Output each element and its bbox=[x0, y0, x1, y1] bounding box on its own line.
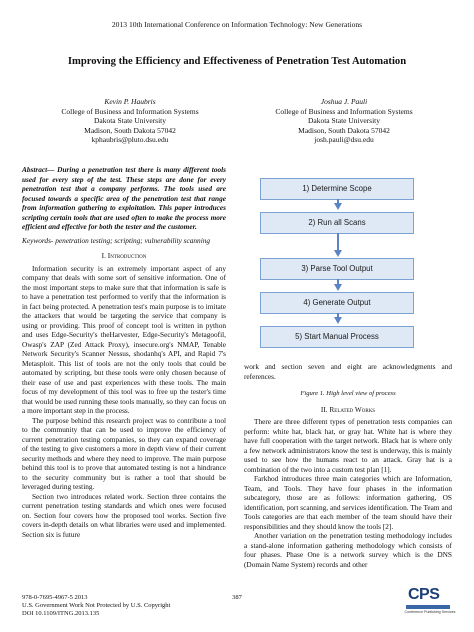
conference-header: 2013 10th International Conference on Information Technology: New Generations bbox=[111, 20, 363, 29]
page-number: 387 bbox=[232, 594, 242, 601]
abstract-text: During a penetration test there is many different tools used for every step of the test. These steps are done for every penetration test that a company performs. The tools used are focused towards a specific area of the penetration test that range from information gathering to exploitation. This paper introduces scripting certain tools that are used often to make the process more efficient and effective for both the tester and the customer. bbox=[22, 165, 226, 231]
section-heading-introduction bbox=[22, 251, 226, 261]
abstract bbox=[22, 165, 226, 232]
flow-step-parse-tool-output: 3) Parse Tool Output bbox=[260, 258, 414, 280]
arrow-down-icon bbox=[334, 317, 342, 324]
figure-caption: Figure 1. High level view of process bbox=[300, 390, 396, 397]
cps-logo-subtitle: Conference Publishing Services bbox=[404, 610, 456, 614]
author-email[interactable]: kphaubris@pluto.dsu.edu bbox=[91, 135, 169, 145]
author-univ: Dakota State University bbox=[307, 116, 381, 126]
author-city: Madison, South Dakota 57042 bbox=[298, 125, 390, 135]
paragraph-continuation: work and section seven and eight are acknowledgments and references. bbox=[244, 362, 452, 381]
author-name: Kevin P. Haubris bbox=[104, 97, 156, 106]
author-dept: College of Business and Information Systems bbox=[275, 106, 413, 116]
paragraph: Section two introduces related work. Section three contains the current penetration testing standards and which ones were focused on. Section four covers how the proposed tool works. Section five covers in-depth details on what libraries were used and implemented. Section six is future bbox=[22, 491, 226, 539]
arrow-down-icon bbox=[334, 284, 342, 291]
flow-step-run-all-scans: 2) Run all Scans bbox=[260, 212, 414, 234]
footer-isbn: 978-0-7695-4967-5 2013 bbox=[22, 594, 88, 601]
section-number: II. bbox=[320, 404, 328, 414]
author-univ: Dakota State University bbox=[93, 116, 167, 126]
cps-logo bbox=[404, 586, 456, 618]
footer-doi: DOI 10.1109/ITNG.2013.135 bbox=[22, 610, 100, 617]
left-column bbox=[22, 165, 226, 539]
author-name: Joshua J. Pauli bbox=[320, 97, 368, 106]
author-city: Madison, South Dakota 57042 bbox=[84, 125, 176, 135]
flow-step-generate-output: 4) Generate Output bbox=[260, 292, 414, 314]
paper-title: Improving the Efficiency and Effectiveness of Penetration Test Automation bbox=[67, 56, 407, 67]
right-column bbox=[244, 362, 452, 569]
author-block-2 bbox=[244, 97, 444, 145]
keywords-text: penetration testing; scripting; vulnerability scanning bbox=[55, 235, 211, 245]
page-footer bbox=[22, 594, 242, 618]
section-heading-related-works bbox=[244, 405, 452, 415]
process-flow-diagram bbox=[248, 160, 448, 360]
cps-logo-text: CPS bbox=[408, 586, 440, 603]
abstract-lead: Abstract— bbox=[22, 165, 55, 174]
paragraph: Another variation on the penetration testing methodology includes a stand-alone information gathering methodology which consists of four phases. Phase One is a network survey which is the DNS (Domain Name System) records and other bbox=[244, 531, 452, 569]
author-email[interactable]: josh.pauli@dsu.edu bbox=[314, 135, 374, 145]
flow-step-determine-scope: 1) Determine Scope bbox=[260, 178, 414, 200]
section-title: Related Works bbox=[329, 404, 376, 414]
paragraph: Farkhod introduces three main categories which are Information, Team, and Tools. They have four phases in the information subcategory, those are as follows: information gathering, OS identification, port scanning, and services identification. The Team and Tools categories are that each member of the team should have their responsibilities and they should know the tools [2]. bbox=[244, 474, 452, 531]
section-number: I. bbox=[101, 251, 106, 260]
author-dept: College of Business and Information Systems bbox=[61, 106, 199, 116]
keywords bbox=[22, 236, 226, 246]
author-block-1 bbox=[30, 97, 230, 145]
paragraph: The purpose behind this research project was to contribute a tool to the community that can be used to improve the efficiency of current penetration testing companies, so they can expand coverage of the testing to give customers a more in depth view of their current security methods and where they need to improve. The main purpose behind this tool is to prove that automated testing is not a hindrance to the security community but is rather a tool that should be leveraged during testing. bbox=[22, 415, 226, 491]
paragraph: There are three different types of penetration tests companies can perform: white hat, black hat, or gray hat. White hat is where they have full cooperation with the target network. Black hat is where only a few network administrators know the test is underway, this is mainly used to see how the humans react to an attack. Gray hat is a combination of the two into a custom test plan [1]. bbox=[244, 417, 452, 474]
section-title: Introduction bbox=[107, 251, 147, 260]
cps-logo-bar-icon bbox=[406, 605, 450, 609]
keywords-lead: Keywords- bbox=[22, 235, 54, 245]
flow-step-start-manual-process: 5) Start Manual Process bbox=[260, 326, 414, 348]
arrow-down-icon bbox=[334, 203, 342, 210]
paragraph: Information security is an extremely important aspect of any company that deals with some sort of sensitive information. One of the most important steps to make sure that that information is safe is to have a penetration test performed to verify that the information is in fact being protected. A penetration test's main purpose is to imitate the attackers that would be targeting the service that company is using or providing. This proof of concept tool is written in python and uses Edge-Security's theHarvester, Edge-Security's Metagoofil, Owasp's ZAP (Zed Attack Proxy), insecure.org's NMAP, Tenable Network Security's Scanner Nessus, shodanhq's API, and Rapid 7's Metasploit. This list of tools are not the only tools that could be automated by scripting, but these tools were only chosen because of their ease of use and past experiences with these tools. The main focus of my development of this tool was to free up the tester's time that would be used running these tools manually, so they can focus on a more important step in the process. bbox=[22, 263, 227, 415]
arrow-down-icon bbox=[334, 250, 342, 257]
footer-copyright: U.S. Government Work Not Protected by U.S. Copyright bbox=[22, 602, 171, 609]
flow-connector bbox=[337, 233, 339, 250]
